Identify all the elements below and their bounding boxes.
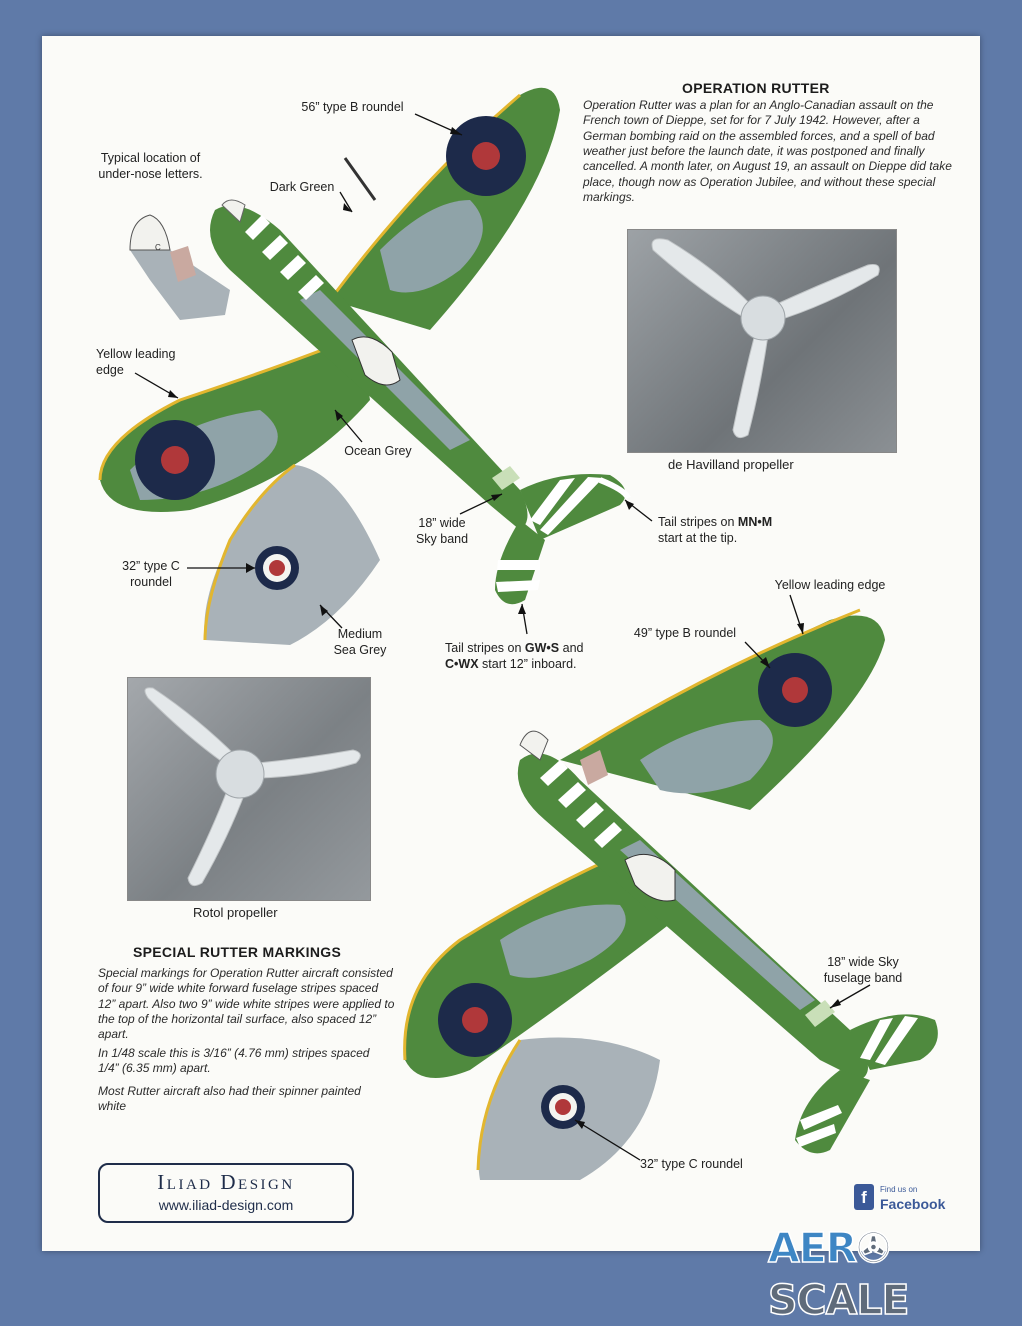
label-yellow-leading-edge-lower: Yellow leading edge [774,578,886,592]
rotol-propeller-photo [127,677,371,901]
rotol-propeller-graphic [128,678,370,900]
iliad-design-url[interactable]: www.iliad-design.com [158,1197,294,1213]
lower-aircraft [405,610,938,1153]
label-49-type-b-roundel: 49” type B roundel [633,626,737,640]
label-medium-sea-grey: Medium Sea Grey [333,627,387,657]
special-markings-title: SPECIAL RUTTER MARKINGS [133,944,342,960]
iliad-design-name: Iliad Design [157,1170,295,1194]
facebook-find-us: Find us on [880,1185,918,1194]
special-markings-p1: Special markings for Operation Rutter aircraft consisted of four 9” wide white forward fuselage stripes spaced 12” apart. Also two 9” wide white stripes were applied to the top of the horizontal tail surface, also spaced 12” apart. [98,966,395,1042]
tail-gws-code1: GW•S [524,641,560,655]
aeroscale-aer: AER [768,1224,857,1272]
tail-gws-post: start 12” inboard. [478,656,577,671]
aeroscale-watermark [768,1222,1022,1324]
tail-gws-pre: Tail stripes on [445,641,525,655]
tail-gws-code2: C•WX [445,656,479,671]
label-dark-green: Dark Green [269,180,335,194]
label-tail-stripes-gws [445,641,603,672]
label-56-type-b-roundel: 56” type B roundel [301,100,404,114]
label-ocean-grey: Ocean Grey [344,444,412,458]
de-havilland-propeller-photo [627,229,897,453]
label-18-sky-band: 18” wide Sky band [415,516,469,546]
tail-mnm-post: start at the tip. [658,530,738,545]
de-havilland-propeller-graphic [628,230,896,452]
tail-mnm-pre: Tail stripes on [658,515,738,529]
special-markings-p3: Most Rutter aircraft also had their spinner painted white [98,1084,361,1114]
svg-text:C: C [155,243,161,252]
lower-underwing-panel [478,1038,660,1181]
aeroscale-scale: SCALE [768,1276,909,1324]
tail-mnm-code: MN•M [737,515,773,529]
label-tail-stripes-mnm [658,515,778,546]
label-yellow-leading-edge: Yellow leading edge [96,347,176,377]
de-havilland-caption: de Havilland propeller [668,457,794,472]
special-markings-p2: In 1/48 scale this is 3/16” (4.76 mm) stripes spaced 1/4” (6.35 mm) apart. [98,1046,370,1076]
iliad-design-logo [98,1163,354,1223]
propeller-o-icon: ✇ [856,1224,890,1272]
facebook-icon[interactable]: f [854,1184,874,1210]
label-under-nose-letters: Typical location of under-nose letters. [98,151,203,181]
tail-gws-mid: and [559,641,584,655]
operation-rutter-paragraph: Operation Rutter was a plan for an Anglo-Canadian assault on the French town of Dieppe, set for for 7 July 1942. However, after a German bombing raid on the assembled forces, and a spell of bad weather just before the launch date, it was postponed and finally cancelled. A month later, on August 19, an assault on Dieppe did take place, though now as Operation Jubilee, and without these special markings. [583,98,952,205]
label-32-type-c-roundel-lower: 32” type C roundel [640,1157,743,1171]
label-32-type-c-roundel-upper: 32” type C roundel [122,559,180,589]
label-18-sky-fuselage-band: 18” wide Sky fuselage band [823,955,903,985]
facebook-label[interactable]: Facebook [880,1196,946,1212]
operation-rutter-title: OPERATION RUTTER [682,80,830,96]
rotol-caption: Rotol propeller [193,905,278,920]
